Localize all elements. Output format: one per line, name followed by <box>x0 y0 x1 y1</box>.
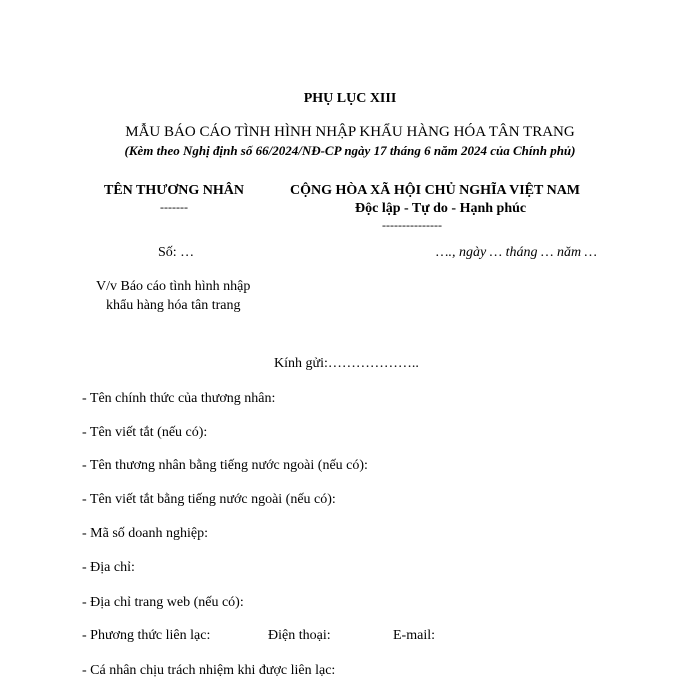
decree-reference: (Kèm theo Nghị định số 66/2024/NĐ-CP ngày 17 tháng 6 năm 2024 của Chính phủ) <box>124 143 576 158</box>
merchant-name-heading: TÊN THƯƠNG NHÂN <box>104 183 245 198</box>
field-email: E-mail: <box>393 628 435 643</box>
date-line: …., ngày … tháng … năm … <box>436 245 598 260</box>
recipient-line: Kính gửi:……………….. <box>274 356 419 371</box>
field-website: - Địa chỉ trang web (nếu có): <box>82 595 244 610</box>
subject-line-2: khẩu hàng hóa tân trang <box>106 298 241 313</box>
motto-rule: --------------- <box>382 218 442 232</box>
field-contact-method: - Phương thức liên lạc: <box>82 628 211 643</box>
field-foreign-name: - Tên thương nhân bằng tiếng nước ngoài (nếu có): <box>82 458 368 473</box>
report-title: MẪU BÁO CÁO TÌNH HÌNH NHẬP KHẨU HÀNG HÓA TÂN TRANG <box>125 124 575 140</box>
field-contact-person: - Cá nhân chịu trách nhiệm khi được liên lạc: <box>82 663 336 678</box>
field-phone: Điện thoại: <box>268 628 331 643</box>
subject-line-1: V/v Báo cáo tình hình nhập <box>96 279 251 294</box>
field-tax-code: - Mã số doanh nghiệp: <box>82 526 208 541</box>
motto: Độc lập - Tự do - Hạnh phúc <box>355 201 527 216</box>
field-short-name: - Tên viết tắt (nếu có): <box>82 425 208 440</box>
field-foreign-short-name: - Tên viết tắt bằng tiếng nước ngoài (nếu có): <box>82 492 336 507</box>
merchant-rule: ------- <box>160 200 188 214</box>
document-number: Số: … <box>158 245 195 260</box>
appendix-heading: PHỤ LỤC XIII <box>303 91 397 106</box>
field-address: - Địa chỉ: <box>82 560 135 575</box>
field-official-name: - Tên chính thức của thương nhân: <box>82 391 276 406</box>
nation-heading: CỘNG HÒA XÃ HỘI CHỦ NGHĨA VIỆT NAM <box>290 183 581 198</box>
